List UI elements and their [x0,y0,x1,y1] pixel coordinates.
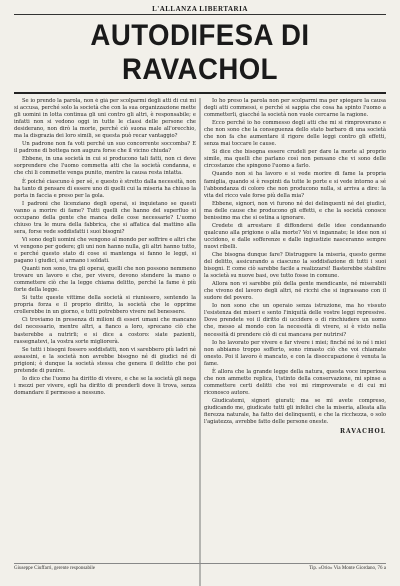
article-paragraph: Che bisogna dunque fare? Distruggere la miseria, questo germe del delitto, assicurando a ciascuno la soddisfazione di tutti i suoi bisogni. E come ciò sarebbe facile a realizzarsi! Basterebbe stabilire la società su nuove basi, ove tutto fosse in comune. [204,251,386,280]
article-paragraph: Quando non si ha lavoro e si vede morire di fame la propria famiglia, quando si è respinti da tutte le porte e si vede intorno a sé l'abbondanza di coloro che non producono nulla, si arriva a dire: la vita del ricco vale forse più della mia? [204,171,386,199]
article-paragraph: Ebbene, signori, non vi furono né dei delinquenti né dei giudici, ma delle cause che producono gli effetti, e che la società conosce benissimo ma che si ostina a ignorare. [204,200,386,221]
article-paragraph: Io ho lavorato per vivere e far vivere i miei; finché né io né i miei non abbiamo troppo sofferto, sono rimasto ciò che voi chiamate onesto. Poi il lavoro è mancato, e con la disoccupazione è venuta la fame. [204,339,386,367]
article-paragraph: Io dico che l'uomo ha diritto di vivere, e che se la società gli nega i mezzi per vivere, egli ha diritto di prenderli dove li trova, senza domandare il permesso a nessuno. [14,375,196,396]
footer-printer: Tip. «Orio» Via Monte Giordano, 76 a [309,566,386,571]
page-footer [14,563,386,571]
article-paragraph: Vi sono degli uomini che vengono al mondo per soffrire e altri che vi vengono per godere; gli uni non hanno nulla, gli altri hanno tutto, e perché questo stato di cose si mantenga si fanno le leggi, si pagano i giudici, si armano i soldati. [14,236,196,265]
footer-publisher: Giuseppe Ciuffarri, gerente responsabile [14,566,95,571]
article-paragraph: Ebbene, in una società in cui si producono tali fatti, non ci deve sorprendere che l'uomo commetta atti che la società condanna, e che chi li commette venga punito, mentre la causa resta intatta. [14,156,196,177]
article-paragraph: Ecco perché io ho commesso degli atti che mi si rimproverano e che non sono che la conseguenza dello stato barbaro di una società che non fa che aumentare il rigore delle leggi contro gli effetti, senza mai toccare le cause. [204,120,386,148]
article-paragraph: Quanti non sono, tra gli operai, quelli che non possono nemmeno trovare un lavoro e che, per vivere, devono stendere la mano o commettere ciò che la legge chiama delitto, perché la fame è più forte della legge. [14,266,196,294]
article-paragraph: Giudicatemi, signori giurati; ma se mi avete compreso, giudicando me, giudicate tutti gli infelici che la miseria, alleata alla fierezza naturale, ha fatto dei delinquenti, e che la ricchezza, o solo l'agiatezza, avrebbe fatto delle persone oneste. [204,397,386,426]
article-paragraph: Si dice che bisogna essere crudeli per dare la morte al proprio simile, ma quelli che parlano così non pensano che vi sono delle circostanze che spingono l'uomo a farlo. [204,149,386,170]
article-paragraph: Credete di arrestare il diffondersi delle idee condannando qualcuno alla prigione o alla morte? Voi vi ingannate; le idee non si uccidono, e dalle sofferenze e dalle ingiustizie nasceranno sempre nuovi ribelli. [204,222,386,250]
article-paragraph: Io ho preso la parola non per scolparmi ma per spiegare la causa degli atti commessi, e perché si sappia che cosa ha spinto l'uomo a commetterli, giacché la società non vuole cercarne la ragione. [204,98,386,119]
headline-rule [14,92,386,94]
article-paragraph: È allora che la grande legge della natura, questa voce imperiosa che non ammette replica, l'istinto della conservazione, mi spinse a commettere certi delitti che voi mi rimproverate e di cui mi riconosco autore. [204,368,386,396]
article-paragraph: I padroni che licenziano degli operai, si inquietano se questi vanno a morire di fame? Tutti quelli che hanno del superfluo si occupano della gente che manca delle cose necessarie? L'uomo chiuso tra le mura della fabbrica, che si affatica dal mattino alla sera, forse vede soddisfatti i suoi bisogni? [14,200,196,235]
article-paragraph: Io non sono che un operaio senza istruzione, ma ho vissuto l'esistenza dei miseri e sento l'iniquità delle vostre leggi repressive. Dove prendete voi il diritto di uccidere o di rinchiudere un uomo che, messo al mondo con la necessità di vivere, si è visto nella necessità di prendere ciò di cui mancava per nutrirsi? [204,303,386,338]
right-column [204,98,386,586]
masthead-rule [14,14,386,15]
masthead: L'ALLANZA LIBERTARIA [152,5,248,13]
article-headline: AUTODIFESA DI RAVACHOL [90,19,310,86]
article-paragraph: Allora non vi sarebbe più della gente mendicante, né miserabili che vivono del lavoro degli altri, né ricchi che si ingrassano con il sudore del povero. [204,281,386,302]
article-paragraph: È poiché ciascuno è per sé, e questo è stretto dalla necessità, non ha tanto di pensare di essere uno di quelli cui la miseria ha chiuso la porta in faccia e preso per la gola. [14,178,196,199]
article-paragraph: Un padrone non fa voti perché un suo concorrente soccomba? E il padrone di bottega non augura forse che il vicino chiuda? [14,141,196,155]
right-column-paragraphs [204,98,386,426]
article-paragraph: Si tutte queste vittime della società si riunissero, sentendo la propria forza e il proprio diritto, la società che le opprime crollerebbe in un giorno, e tutti potrebbero vivere nel benessere. [14,295,196,316]
column-divider [200,98,201,586]
article-body [14,98,386,586]
left-column [14,98,196,586]
article-paragraph: Se io prendo la parola, non è già per scolparmi degli atti di cui mi si accusa, perché solo la società che con la sua organizzazione mette gli uomini in lotta continua gli uni contro gli altri, è responsabile; e infatti non si vedono oggi in tutte le classi delle persone che desiderano, non dirò la morte, perché ciò suona male all'orecchio, ma la disgrazia dei loro simili, se questa può recar vantaggio? [14,98,196,140]
article-paragraph: Se tutti i bisogni fossero soddisfatti, non vi sarebbero più ladri né assassini, e la società non avrebbe bisogno né di giudici né di prigioni; è dunque la società stessa che genera il delitto che poi pretende di punire. [14,346,196,374]
article-paragraph: Ci troviamo in presenza di milioni di esseri umani che mancano del necessario, mentre altri, a fianco a loro, sprecano ciò che basterebbe a nutrirli; e si dice a costoro: siate pazienti, rassegnatevi, la vostra sorte migliorerà. [14,317,196,345]
author-signature: RAVACHOL [340,428,386,436]
